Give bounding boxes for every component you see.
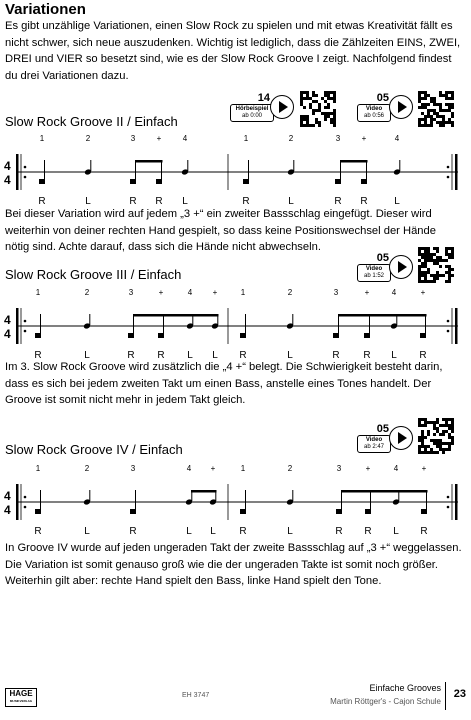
count-label: 2 xyxy=(288,134,294,143)
page-number: 23 xyxy=(453,688,466,700)
audio-track-number: 14 xyxy=(257,92,270,104)
count-label: 2 xyxy=(84,464,90,473)
hand-label: R xyxy=(360,196,368,207)
count-label: 4 xyxy=(394,134,400,143)
hand-label: L xyxy=(287,526,293,537)
repeat-dot xyxy=(24,506,27,509)
page-heading: Variationen xyxy=(5,1,86,18)
count-label: + xyxy=(212,288,218,297)
hand-label: R xyxy=(34,350,42,361)
count-label: 3 xyxy=(335,134,341,143)
repeat-dot xyxy=(24,330,27,333)
groove-3-title: Slow Rock Groove III / Einfach xyxy=(5,267,182,282)
count-label: 1 xyxy=(243,134,249,143)
video-badge[interactable] xyxy=(357,93,413,123)
repeat-bar xyxy=(455,154,458,190)
repeat-dot xyxy=(447,320,450,323)
count-label: + xyxy=(361,134,367,143)
video-badge[interactable] xyxy=(357,424,413,454)
hand-label: L xyxy=(287,350,293,361)
repeat-dot xyxy=(447,496,450,499)
hand-label: R xyxy=(332,350,340,361)
hand-label: R xyxy=(419,350,427,361)
count-label: 1 xyxy=(39,134,45,143)
audio-label: Hörbeispiel ab 0:00 xyxy=(230,104,274,122)
play-icon[interactable] xyxy=(389,95,413,119)
footer-divider xyxy=(445,682,446,710)
hand-label: L xyxy=(187,350,193,361)
groove-3-notation xyxy=(0,284,471,364)
count-label: + xyxy=(158,288,164,297)
groove-4-notation xyxy=(0,460,471,540)
video-label: Video ab 0:56 xyxy=(357,104,391,122)
count-label: + xyxy=(364,288,370,297)
hand-label: L xyxy=(288,196,294,207)
hand-label: R xyxy=(34,526,42,537)
hand-label: R xyxy=(239,350,247,361)
note-beam xyxy=(135,160,163,163)
groove-2-notation xyxy=(0,130,471,210)
play-icon[interactable] xyxy=(389,255,413,279)
hand-label: R xyxy=(335,526,343,537)
note-beam xyxy=(338,314,427,317)
time-signature-top: 4 xyxy=(4,313,11,327)
time-signature-top: 4 xyxy=(4,159,11,173)
qr-code-icon xyxy=(418,247,454,283)
count-label: 1 xyxy=(240,464,246,473)
audio-badge[interactable] xyxy=(230,93,294,123)
footer-book-title: Martin Röttger's - Cajon Schule xyxy=(330,697,441,706)
repeat-bar xyxy=(455,308,458,344)
hand-label: R xyxy=(129,196,137,207)
count-label: 1 xyxy=(35,288,41,297)
video-number: 05 xyxy=(376,252,389,264)
count-label: 3 xyxy=(130,464,136,473)
video-label: Video ab 2:47 xyxy=(357,435,391,453)
footer-section: Einfache Grooves xyxy=(369,683,441,693)
hand-label: R xyxy=(239,526,247,537)
publisher-logo: HAGE MUSIKVERLAG xyxy=(5,688,37,707)
groove-3-description: Im 3. Slow Rock Groove wird zusätzlich die „4 +“ belegt. Die Schwierigkeit besteht darin, dass es sich bei jedem zweiten Takt um einen Bass, anstelle eines Tones handelt. Der Groove ist somit nicht mehr in jedem Takt gleich. xyxy=(5,361,443,406)
video-number: 05 xyxy=(376,92,389,104)
note-beam xyxy=(341,490,428,493)
hand-label: R xyxy=(334,196,342,207)
hand-label: L xyxy=(393,526,399,537)
hand-label: L xyxy=(182,196,188,207)
hand-label: R xyxy=(242,196,250,207)
count-label: 4 xyxy=(186,464,192,473)
hand-label: L xyxy=(186,526,192,537)
repeat-bar xyxy=(16,484,19,520)
hand-label: L xyxy=(84,526,90,537)
repeat-bar xyxy=(16,308,19,344)
repeat-bar xyxy=(455,484,458,520)
groove-2-description: Bei dieser Variation wird auf jedem „3 +“ ein zweiter Bassschlag eingefügt. Dieser wird weiterhin von deiner rechten Hand gespielt, so dass keine Positionswechsel der Hände nötig sind. Achte darauf, dass sich die Hände nicht abwechseln. xyxy=(5,208,436,253)
count-label: 4 xyxy=(182,134,188,143)
hand-label: R xyxy=(364,526,372,537)
hand-label: R xyxy=(157,350,165,361)
hand-label: R xyxy=(129,526,137,537)
repeat-dot xyxy=(447,330,450,333)
repeat-dot xyxy=(24,320,27,323)
groove-4-title: Slow Rock Groove IV / Einfach xyxy=(5,442,183,457)
play-icon[interactable] xyxy=(270,95,294,119)
count-label: + xyxy=(365,464,371,473)
count-label: 2 xyxy=(85,134,91,143)
note-beam xyxy=(191,490,217,493)
repeat-dot xyxy=(24,176,27,179)
repeat-dot xyxy=(447,506,450,509)
time-signature-bottom: 4 xyxy=(4,327,11,341)
time-signature-bottom: 4 xyxy=(4,173,11,187)
time-signature-bottom: 4 xyxy=(4,503,11,517)
count-label: 2 xyxy=(287,288,293,297)
hand-label: L xyxy=(210,526,216,537)
edition-code: EH 3747 xyxy=(182,692,210,699)
qr-code-icon xyxy=(418,91,454,127)
hand-label: R xyxy=(155,196,163,207)
hand-label: R xyxy=(127,350,135,361)
hand-label: R xyxy=(38,196,46,207)
time-signature-top: 4 xyxy=(4,489,11,503)
count-label: 2 xyxy=(84,288,90,297)
hand-label: R xyxy=(420,526,428,537)
count-label: 2 xyxy=(287,464,293,473)
count-label: + xyxy=(420,288,426,297)
video-label: Video ab 1:52 xyxy=(357,264,391,282)
intro-paragraph: Es gibt unzählige Variationen, einen Slow Rock zu spielen und mit etwas Kreativität fällt es nicht schwer, sich neue auszudenken. Wichtig ist lediglich, dass die Zählzeiten EINS, ZWEI, DREI und VIER so besetzt sind, wie es der Slow Rock Groove I zeigt. Nachfolgend findest du drei Variationen dazu. xyxy=(5,20,461,82)
qr-code-icon xyxy=(418,418,454,454)
hand-label: L xyxy=(84,350,90,361)
count-label: 4 xyxy=(393,464,399,473)
count-label: + xyxy=(210,464,216,473)
repeat-dot xyxy=(24,496,27,499)
count-label: 1 xyxy=(240,288,246,297)
repeat-dot xyxy=(447,176,450,179)
count-label: 3 xyxy=(333,288,339,297)
note-beam xyxy=(340,160,368,163)
video-number: 05 xyxy=(376,423,389,435)
count-label: 3 xyxy=(128,288,134,297)
count-label: 4 xyxy=(187,288,193,297)
hand-label: L xyxy=(85,196,91,207)
note-beam xyxy=(133,314,219,317)
groove-4-description: In Groove IV wurde auf jeden ungeraden Takt der zweite Bassschlag auf „3 +“ weggelassen. Die Variation ist somit genauso groß wie die der ungeraden Takte ist somit noch größer. Weiterhin gilt aber: rechte Hand spielt den Bass, linke Hand spielt den Tone. xyxy=(5,542,462,587)
hand-label: L xyxy=(212,350,218,361)
hand-label: R xyxy=(363,350,371,361)
count-label: + xyxy=(421,464,427,473)
repeat-dot xyxy=(24,166,27,169)
count-label: 4 xyxy=(391,288,397,297)
count-label: 1 xyxy=(35,464,41,473)
hand-label: L xyxy=(394,196,400,207)
repeat-dot xyxy=(447,166,450,169)
qr-code-icon xyxy=(300,91,336,127)
count-label: + xyxy=(156,134,162,143)
count-label: 3 xyxy=(130,134,136,143)
repeat-bar xyxy=(16,154,19,190)
video-badge[interactable] xyxy=(357,253,413,283)
hand-label: L xyxy=(391,350,397,361)
count-label: 3 xyxy=(336,464,342,473)
groove-2-title: Slow Rock Groove II / Einfach xyxy=(5,114,178,129)
play-icon[interactable] xyxy=(389,426,413,450)
